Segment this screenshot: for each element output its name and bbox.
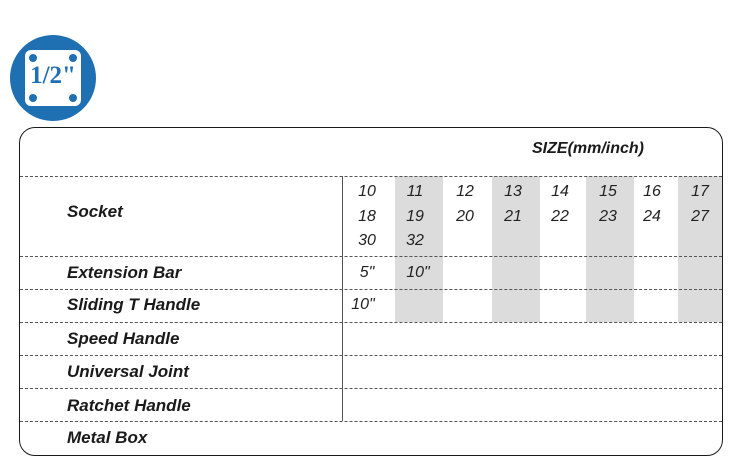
socket-size: 14 (551, 183, 569, 200)
socket-size: 30 (358, 232, 376, 249)
socket-size: 21 (504, 208, 522, 225)
row-divider (20, 289, 722, 290)
row-label-sliding-t-handle: Sliding T Handle (67, 295, 201, 314)
socket-size: 32 (406, 232, 424, 249)
row-divider (20, 421, 722, 422)
socket-size: 22 (551, 208, 569, 225)
socket-size: 23 (599, 208, 617, 225)
row-label-universal-joint: Universal Joint (67, 362, 189, 381)
sliding-t-handle-size: 10" (351, 296, 375, 313)
corner-dot-icon (69, 94, 77, 102)
socket-size: 18 (358, 208, 376, 225)
row-label-socket: Socket (67, 202, 123, 221)
socket-size: 17 (691, 183, 709, 200)
socket-size: 19 (406, 208, 424, 225)
drive-size-badge (10, 35, 96, 121)
row-divider (20, 322, 722, 323)
row-label-speed-handle: Speed Handle (67, 329, 180, 348)
size-header: SIZE(mm/inch) (532, 140, 645, 157)
socket-size: 20 (456, 208, 474, 225)
row-label-ratchet-handle: Ratchet Handle (67, 396, 191, 415)
socket-size: 16 (643, 183, 661, 200)
socket-size: 11 (406, 183, 424, 200)
row-divider (20, 256, 722, 257)
row-divider (20, 388, 722, 389)
row-label-metal-box: Metal Box (67, 428, 148, 447)
drive-size-label: 1/2" (30, 62, 76, 89)
corner-dot-icon (69, 54, 77, 62)
socket-size: 10 (358, 183, 376, 200)
row-label-extension-bar: Extension Bar (67, 263, 182, 282)
row-divider (20, 355, 722, 356)
row-divider (20, 176, 722, 177)
socket-size: 27 (691, 208, 709, 225)
extension-bar-size: 10" (406, 264, 430, 281)
socket-size: 15 (599, 183, 617, 200)
corner-dot-icon (29, 54, 37, 62)
corner-dot-icon (29, 94, 37, 102)
size-table (19, 127, 723, 456)
socket-size: 24 (643, 208, 661, 225)
extension-bar-size: 5" (359, 264, 375, 281)
socket-size: 13 (504, 183, 522, 200)
socket-size: 12 (456, 183, 474, 200)
